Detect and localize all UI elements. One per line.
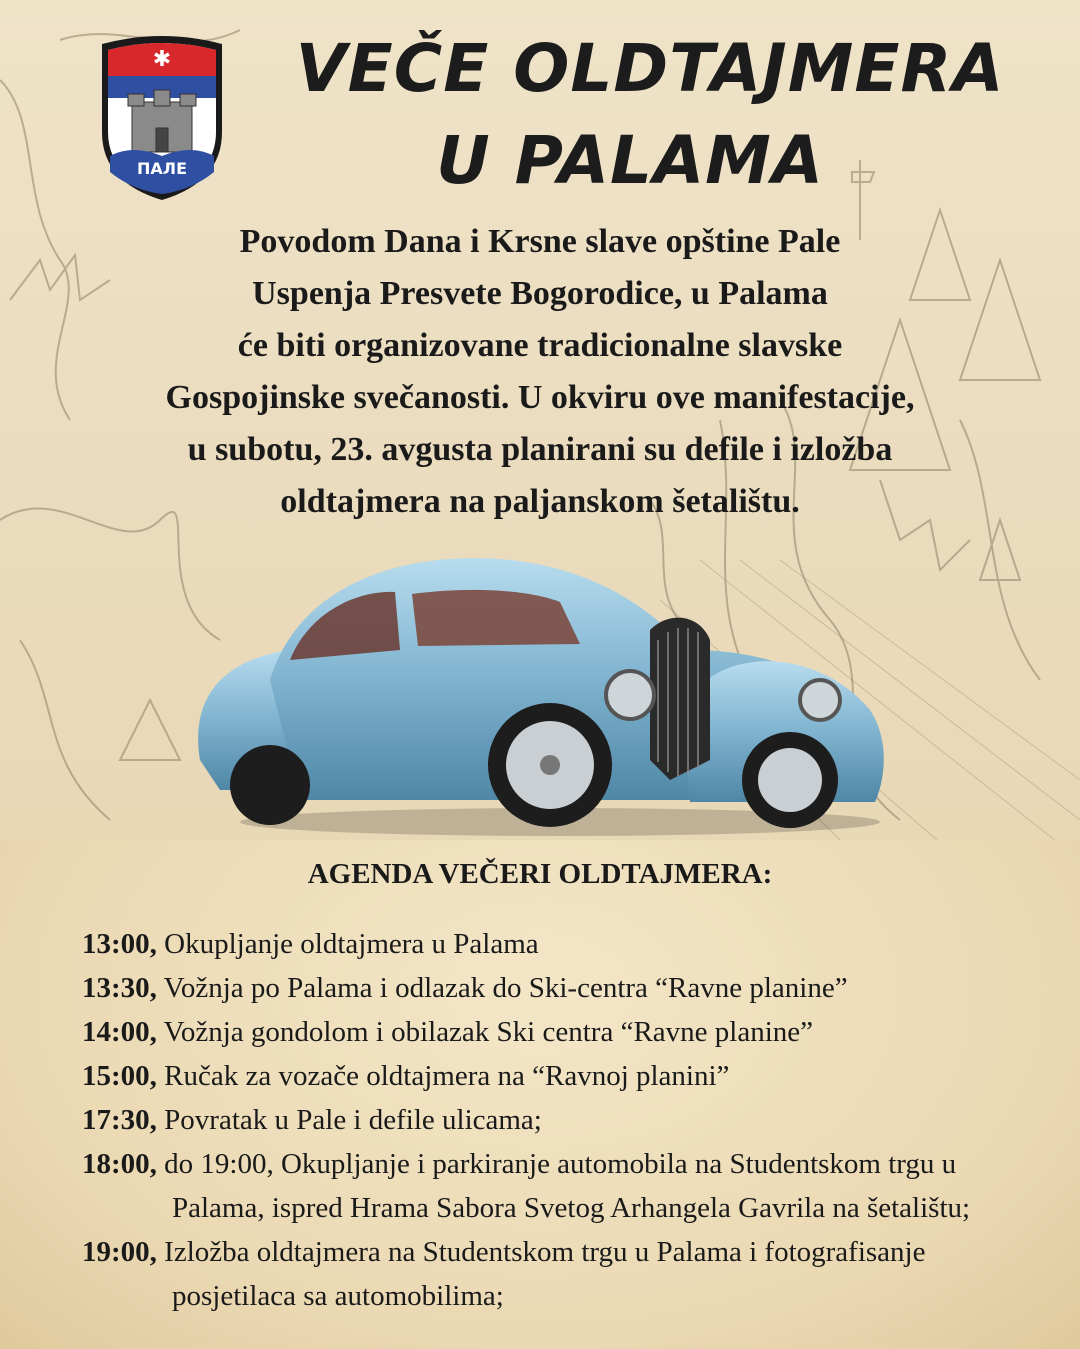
agenda-time: 13:30, bbox=[82, 972, 157, 1004]
agenda-time: 18:00, bbox=[82, 1148, 157, 1180]
intro-line: oldtajmera na paljanskom šetalištu. bbox=[280, 483, 800, 520]
intro-paragraph bbox=[60, 216, 1020, 528]
agenda-title: AGENDA VEČERI OLDTAJMERA: bbox=[307, 858, 773, 890]
agenda-item bbox=[82, 922, 1042, 966]
agenda-text: do 19:00, Okupljanje i parkiranje automobila na Studentskom trgu u Palama, ispred Hrama Sabora Svetog Arhangela Gavrila na šetalištu; bbox=[156, 1148, 971, 1224]
agenda-item bbox=[82, 1010, 1042, 1054]
agenda-text: Okupljanje oldtajmera u Palama bbox=[156, 928, 539, 960]
agenda-text: Vožnja gondolom i obilazak Ski centra “Ravne planine” bbox=[156, 1016, 814, 1048]
agenda-time: 17:30, bbox=[82, 1104, 157, 1136]
agenda-text: Ručak za vozače oldtajmera na “Ravnoj planini” bbox=[156, 1060, 730, 1092]
agenda-text: Povratak u Pale i defile ulicama; bbox=[156, 1104, 542, 1136]
agenda-item bbox=[82, 1098, 1042, 1142]
svg-text:✱: ✱ bbox=[152, 47, 172, 72]
agenda-text: Vožnja po Palama i odlazak do Ski-centra “Ravne planine” bbox=[156, 972, 848, 1004]
intro-line: Uspenja Presvete Bogorodice, u Palama bbox=[252, 275, 828, 312]
agenda-item bbox=[82, 1142, 1042, 1230]
intro-line: Povodom Dana i Krsne slave opštine Pale bbox=[239, 223, 841, 260]
agenda-time: 19:00, bbox=[82, 1236, 157, 1268]
pale-crest-logo bbox=[92, 32, 232, 202]
intro-line: u subotu, 23. avgusta planirani su defile i izložba bbox=[187, 431, 893, 468]
intro-line: će biti organizovane tradicionalne slavske bbox=[237, 327, 843, 364]
intro-line: Gospojinske svečanosti. U okviru ove manifestacije, bbox=[165, 379, 915, 416]
agenda-time: 15:00, bbox=[82, 1060, 157, 1092]
agenda-item bbox=[82, 966, 1042, 1010]
agenda-item bbox=[82, 1230, 1042, 1318]
agenda-time: 14:00, bbox=[82, 1016, 157, 1048]
agenda-text: Izložba oldtajmera na Studentskom trgu u Palama i fotografisanje posjetilaca sa automobilima; bbox=[156, 1236, 926, 1312]
vintage-car-image bbox=[180, 540, 900, 840]
page-title-line-1: VEČE OLDTAJMERA bbox=[295, 30, 1005, 107]
agenda-item bbox=[82, 1054, 1042, 1098]
agenda-list bbox=[82, 922, 1042, 1318]
page-title-line-2: U PALAMA bbox=[436, 122, 824, 199]
crest-text: ПАЛЕ bbox=[137, 159, 187, 178]
agenda-time: 13:00, bbox=[82, 928, 157, 960]
